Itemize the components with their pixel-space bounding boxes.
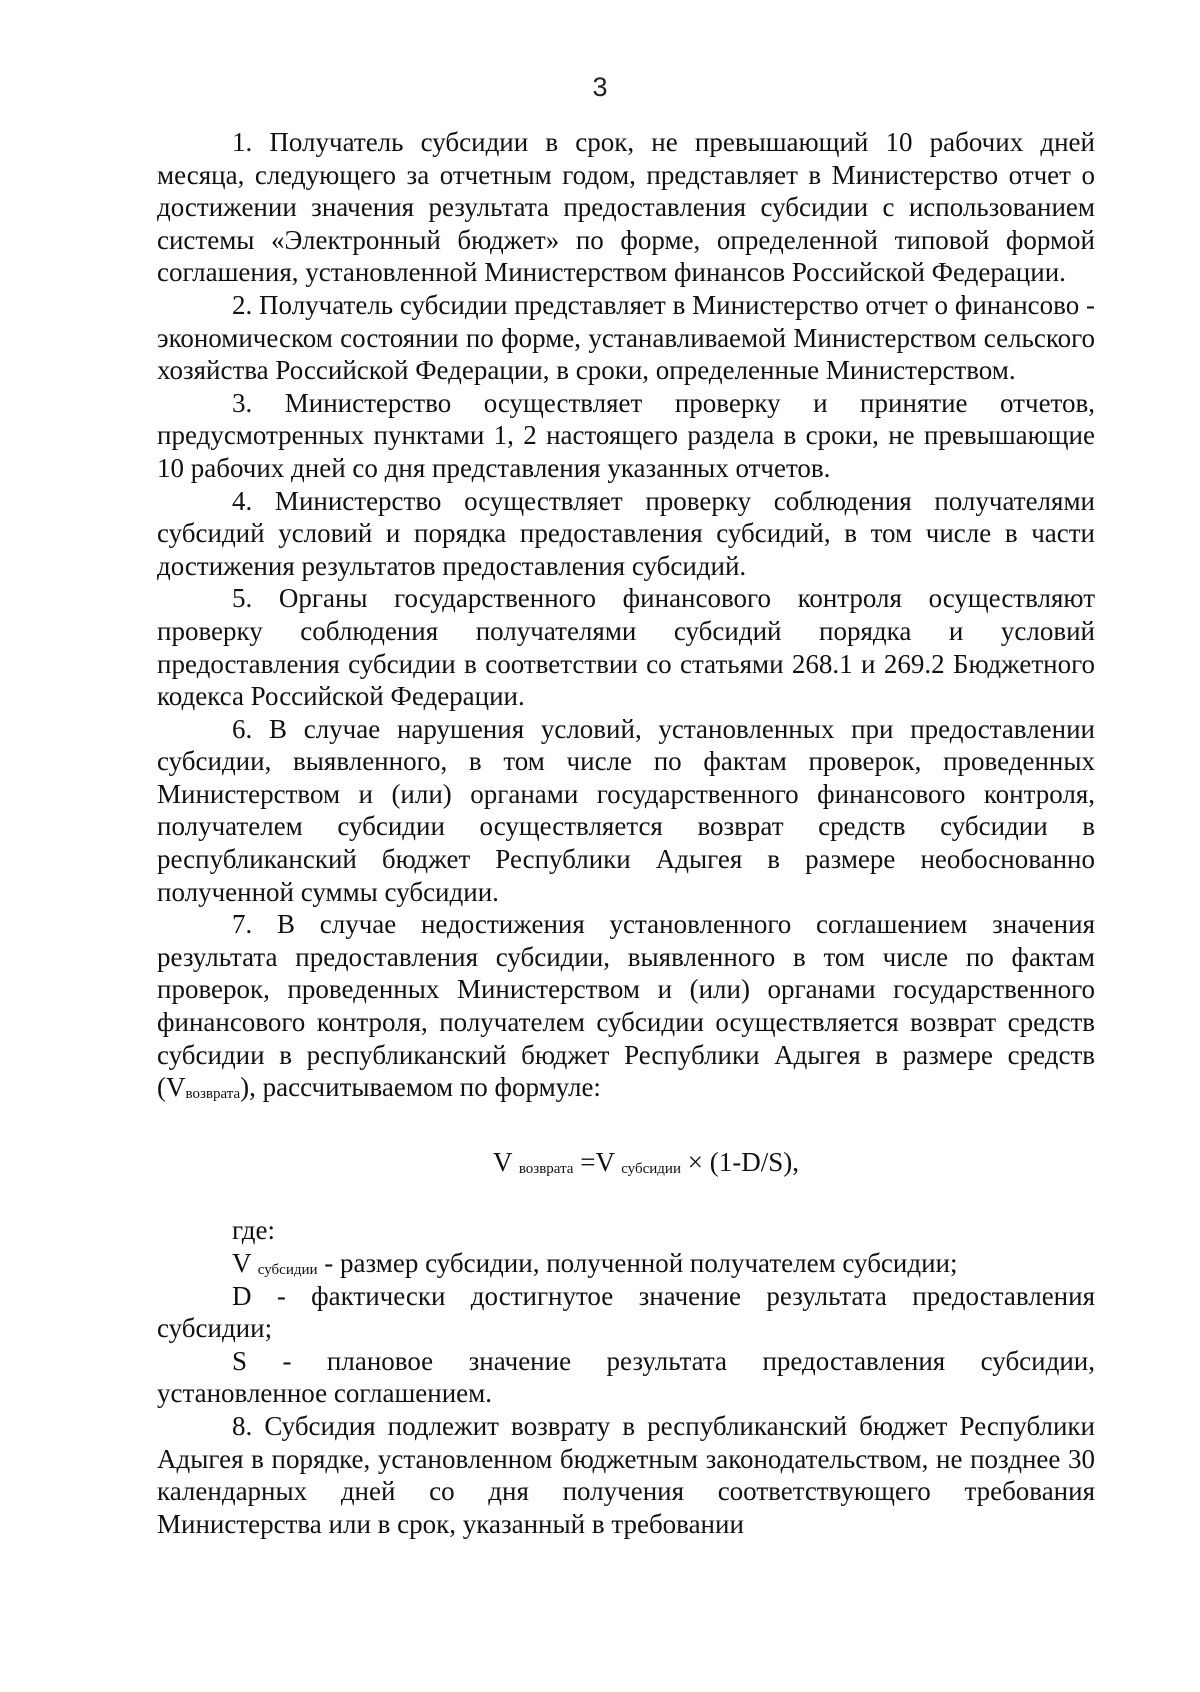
definition-d: D - фактически достигнутое значение результата предоставления субсидии; bbox=[157, 1280, 1095, 1344]
page-number: 3 bbox=[592, 72, 608, 102]
paragraph-7 bbox=[157, 908, 1095, 1104]
paragraph-4: 4. Министерство осуществляет проверку соблюдения получателями субсидий условий и порядка предоставления субсидий, в том числе в части достижения результатов предоставления субсидий. bbox=[157, 485, 1095, 581]
paragraph-7-subscript: возврата bbox=[185, 1086, 241, 1103]
document-body bbox=[157, 126, 1095, 1540]
definition-v bbox=[157, 1247, 1095, 1280]
paragraph-6: 6. В случае нарушения условий, установленных при предоставлении субсидии, выявленного, в том числе по фактам проверок, проведенных Министерством и (или) органами государственного финансового контроля, получателем субсидии осуществляется возврат средств субсидии в республиканский бюджет Республики Адыгея в размере необоснованно полученной суммы субсидии. bbox=[157, 713, 1095, 907]
paragraph-7-tail: ), рассчитываемом по формуле: bbox=[240, 1072, 601, 1103]
paragraph-3: 3. Министерство осуществляет проверку и принятие отчетов, предусмотренных пунктами 1, 2 настоящего раздела в сроки, не превышающие 10 рабочих дней со дня представления указанных отчетов. bbox=[157, 387, 1095, 483]
paragraph-7-text: 7. В случае недостижения установленного соглашением значения результата предоставления субсидии, выявленного в том числе по фактам проверок, проведенных Министерством и (или) органами государственного финансового контроля, получателем субсидии осуществляется возврат средств субсидии в республиканский бюджет Республики Адыгея в размере средств (V bbox=[157, 909, 1095, 1103]
definition-v-text: - размер субсидии, полученной получателем субсидии; bbox=[317, 1248, 958, 1278]
formula-sub-subsidy: субсидии bbox=[621, 1160, 681, 1177]
paragraph-1: 1. Получатель субсидии в срок, не превышающий 10 рабочих дней месяца, следующего за отчетным годом, представляет в Министерство отчет о достижении значения результата предоставления субсидии с использованием системы «Электронный бюджет» по форме, определенной типовой формой соглашения, установленной Министерством финансов Российской Федерации. bbox=[157, 127, 1095, 288]
definition-v-subscript: субсидии bbox=[257, 1262, 318, 1278]
where-label: где: bbox=[232, 1215, 275, 1246]
paragraph-5: 5. Органы государственного финансового контроля осуществляют проверку соблюдения получателями субсидий порядка и условий предоставления субсидии в соответствии со статьями 268.1 и 269.2 Бюджетного кодекса Российской Федерации. bbox=[157, 583, 1095, 712]
paragraph-2: 2. Получатель субсидии представляет в Министерство отчет о финансово - экономическом состоянии по форме, устанавливаемой Министерством сельского хозяйства Российской Федерации, в сроки, определенные Министерством. bbox=[157, 289, 1095, 386]
definition-s: S - плановое значение результата предоставления субсидии, установленное соглашением. bbox=[157, 1345, 1095, 1409]
formula-v-refund: V bbox=[493, 1146, 513, 1177]
refund-formula bbox=[157, 1146, 1095, 1179]
formula-rest: × (1-D/S), bbox=[680, 1146, 799, 1177]
definition-v-symbol: V bbox=[232, 1248, 252, 1278]
formula-sub-refund: возврата bbox=[518, 1160, 574, 1177]
formula-equals: =V bbox=[573, 1146, 615, 1177]
paragraph-8: 8. Субсидия подлежит возврату в республиканский бюджет Республики Адыгея в порядке, установленном бюджетным законодательством, не позднее 30 календарных дней со дня получения соответствующего требования Министерства или в срок, указанный в требовании bbox=[157, 1410, 1095, 1539]
